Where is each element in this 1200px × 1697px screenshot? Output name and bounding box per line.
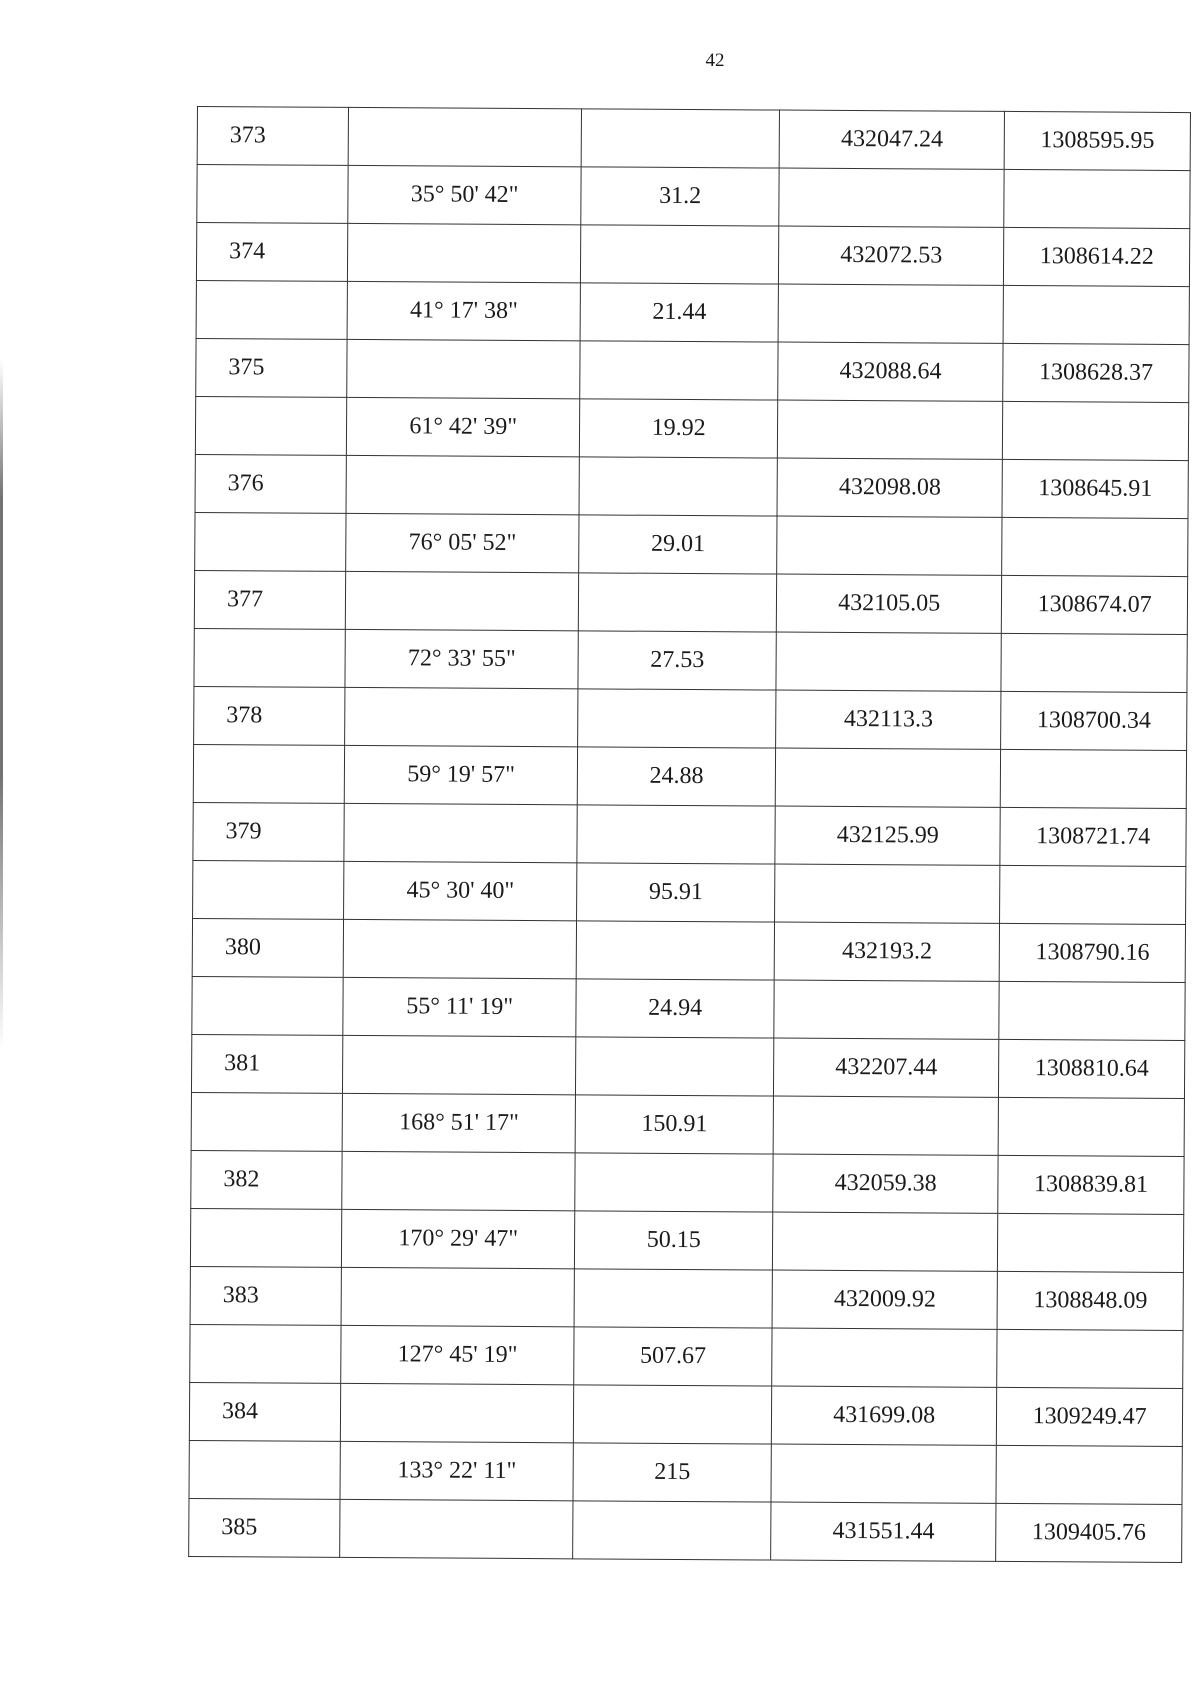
x-coordinate-cell: 432207.44 — [774, 1038, 1000, 1097]
y-coordinate-cell — [999, 981, 1185, 1040]
table-row — [194, 686, 1187, 750]
distance-cell — [577, 805, 775, 864]
y-coordinate-cell: 1308614.22 — [1004, 227, 1190, 286]
point-number-cell: 375 — [196, 338, 347, 397]
table-row — [193, 744, 1186, 808]
distance-cell: 215 — [573, 1443, 771, 1502]
bearing-angle-cell — [340, 1383, 574, 1442]
distance-cell: 507.67 — [574, 1327, 772, 1386]
distance-cell — [575, 1153, 773, 1212]
coordinates-table — [188, 106, 1191, 1563]
distance-cell — [579, 457, 777, 516]
bearing-angle-cell: 55° 11' 19" — [343, 977, 577, 1036]
point-number-cell: 377 — [194, 570, 345, 629]
distance-cell — [576, 1037, 774, 1096]
point-number-cell — [190, 1324, 341, 1383]
bearing-angle-cell: 41° 17' 38" — [347, 281, 581, 340]
point-number-cell: 379 — [193, 802, 344, 861]
x-coordinate-cell: 432009.92 — [772, 1270, 998, 1329]
bearing-angle-cell — [340, 1499, 574, 1558]
bearing-angle-cell — [343, 1035, 577, 1094]
table-row — [193, 802, 1186, 866]
y-coordinate-cell: 1308839.81 — [998, 1155, 1184, 1214]
point-number-cell — [191, 1092, 342, 1151]
distance-cell — [573, 1501, 771, 1560]
x-coordinate-cell — [773, 1096, 999, 1155]
x-coordinate-cell — [778, 284, 1004, 343]
point-number-cell: 378 — [194, 686, 345, 745]
distance-cell: 19.92 — [580, 399, 778, 458]
bearing-angle-cell — [348, 223, 582, 282]
table-row — [196, 280, 1189, 344]
point-number-cell: 374 — [196, 223, 347, 282]
bearing-angle-cell — [348, 107, 582, 166]
y-coordinate-cell: 1308674.07 — [1002, 575, 1188, 634]
table-row — [191, 1092, 1184, 1156]
y-coordinate-cell — [1004, 169, 1190, 228]
bearing-angle-cell: 133° 22' 11" — [340, 1441, 574, 1500]
point-number-cell — [195, 512, 346, 571]
bearing-angle-cell — [343, 919, 577, 978]
bearing-angle-cell: 170° 29' 47" — [342, 1209, 576, 1268]
bearing-angle-cell: 35° 50' 42" — [348, 165, 582, 224]
table-row — [192, 918, 1185, 982]
distance-cell: 27.53 — [578, 631, 776, 690]
point-number-cell — [196, 280, 347, 339]
y-coordinate-cell: 1309405.76 — [996, 1503, 1182, 1562]
distance-cell — [580, 341, 778, 400]
bearing-angle-cell: 76° 05' 52" — [346, 513, 580, 572]
y-coordinate-cell — [1002, 517, 1188, 576]
table-row — [196, 338, 1189, 402]
table-row — [193, 860, 1186, 924]
table-row — [197, 165, 1190, 229]
distance-cell: 31.2 — [581, 167, 779, 226]
point-number-cell: 384 — [189, 1382, 340, 1441]
y-coordinate-cell — [998, 1213, 1184, 1272]
point-number-cell: 373 — [197, 107, 348, 166]
y-coordinate-cell — [1003, 401, 1189, 460]
table-row — [189, 1498, 1182, 1562]
y-coordinate-cell: 1308721.74 — [1000, 807, 1186, 866]
coordinates-table-body — [189, 107, 1191, 1563]
table-row — [189, 1382, 1182, 1446]
y-coordinate-cell — [997, 1329, 1183, 1388]
distance-cell: 29.01 — [579, 515, 777, 574]
table-row — [190, 1208, 1183, 1272]
point-number-cell — [189, 1440, 340, 1499]
y-coordinate-cell: 1308810.64 — [999, 1039, 1185, 1098]
bearing-angle-cell — [344, 803, 578, 862]
table-row — [192, 976, 1185, 1040]
distance-cell — [578, 689, 776, 748]
bearing-angle-cell — [346, 455, 580, 514]
x-coordinate-cell: 432105.05 — [776, 574, 1002, 633]
x-coordinate-cell: 432193.2 — [774, 922, 1000, 981]
point-number-cell — [193, 860, 344, 919]
bearing-angle-cell: 168° 51' 17" — [342, 1093, 576, 1152]
y-coordinate-cell — [1001, 749, 1187, 808]
x-coordinate-cell — [779, 168, 1005, 227]
bearing-angle-cell: 59° 19' 57" — [344, 745, 578, 804]
bearing-angle-cell — [341, 1267, 575, 1326]
point-number-cell — [190, 1208, 341, 1267]
distance-cell — [581, 109, 779, 168]
point-number-cell: 380 — [192, 918, 343, 977]
table-row — [191, 1150, 1184, 1214]
bearing-angle-cell — [342, 1151, 576, 1210]
x-coordinate-cell — [776, 632, 1002, 691]
table-row — [195, 512, 1188, 576]
y-coordinate-cell: 1308790.16 — [999, 923, 1185, 982]
x-coordinate-cell: 432088.64 — [778, 342, 1004, 401]
x-coordinate-cell: 432098.08 — [777, 458, 1003, 517]
x-coordinate-cell: 432059.38 — [773, 1154, 999, 1213]
table-row — [191, 1034, 1184, 1098]
distance-cell — [574, 1385, 772, 1444]
point-number-cell: 383 — [190, 1266, 341, 1325]
table-row — [190, 1324, 1183, 1388]
bearing-angle-cell: 127° 45' 19" — [341, 1325, 575, 1384]
bearing-angle-cell: 45° 30' 40" — [344, 861, 578, 920]
x-coordinate-cell: 431699.08 — [771, 1386, 997, 1445]
distance-cell: 24.94 — [576, 979, 774, 1038]
table-row — [194, 570, 1187, 634]
y-coordinate-cell — [1001, 633, 1187, 692]
x-coordinate-cell: 432047.24 — [779, 110, 1005, 169]
table-row — [196, 223, 1189, 287]
y-coordinate-cell — [998, 1097, 1184, 1156]
y-coordinate-cell: 1308595.95 — [1004, 111, 1190, 170]
table-row — [189, 1440, 1182, 1504]
y-coordinate-cell: 1309249.47 — [997, 1387, 1183, 1446]
x-coordinate-cell — [777, 516, 1003, 575]
x-coordinate-cell — [774, 980, 1000, 1039]
y-coordinate-cell — [1003, 285, 1189, 344]
bearing-angle-cell: 61° 42' 39" — [346, 397, 580, 456]
point-number-cell — [194, 628, 345, 687]
point-number-cell — [192, 976, 343, 1035]
bearing-angle-cell — [347, 339, 581, 398]
x-coordinate-cell: 432125.99 — [775, 806, 1001, 865]
distance-cell — [574, 1269, 772, 1328]
table-row — [190, 1266, 1183, 1330]
distance-cell: 150.91 — [575, 1095, 773, 1154]
y-coordinate-cell — [996, 1445, 1182, 1504]
x-coordinate-cell — [771, 1444, 997, 1503]
x-coordinate-cell — [775, 748, 1001, 807]
x-coordinate-cell: 432113.3 — [776, 690, 1002, 749]
x-coordinate-cell — [775, 864, 1001, 923]
table-row — [197, 107, 1190, 171]
distance-cell: 21.44 — [580, 283, 778, 342]
point-number-cell — [193, 744, 344, 803]
y-coordinate-cell — [1000, 865, 1186, 924]
y-coordinate-cell: 1308848.09 — [997, 1271, 1183, 1330]
distance-cell — [581, 225, 779, 284]
scan-edge-artifact — [0, 360, 3, 1050]
table-row — [195, 396, 1188, 460]
table-row — [194, 628, 1187, 692]
point-number-cell — [195, 396, 346, 455]
distance-cell — [579, 573, 777, 632]
point-number-cell: 385 — [189, 1498, 340, 1557]
page-number: 42 — [705, 50, 725, 71]
x-coordinate-cell — [772, 1328, 998, 1387]
distance-cell: 24.88 — [578, 747, 776, 806]
x-coordinate-cell — [777, 400, 1003, 459]
point-number-cell: 381 — [191, 1034, 342, 1093]
x-coordinate-cell: 432072.53 — [779, 226, 1005, 285]
bearing-angle-cell: 72° 33' 55" — [345, 629, 579, 688]
table-row — [195, 454, 1188, 518]
point-number-cell — [197, 165, 348, 224]
distance-cell: 95.91 — [577, 863, 775, 922]
y-coordinate-cell: 1308645.91 — [1002, 459, 1188, 518]
bearing-angle-cell — [345, 571, 579, 630]
x-coordinate-cell — [772, 1212, 998, 1271]
x-coordinate-cell: 431551.44 — [771, 1502, 997, 1561]
bearing-angle-cell — [345, 687, 579, 746]
point-number-cell: 382 — [191, 1150, 342, 1209]
point-number-cell: 376 — [195, 454, 346, 513]
y-coordinate-cell: 1308628.37 — [1003, 343, 1189, 402]
distance-cell: 50.15 — [575, 1211, 773, 1270]
distance-cell — [576, 921, 774, 980]
y-coordinate-cell: 1308700.34 — [1001, 691, 1187, 750]
